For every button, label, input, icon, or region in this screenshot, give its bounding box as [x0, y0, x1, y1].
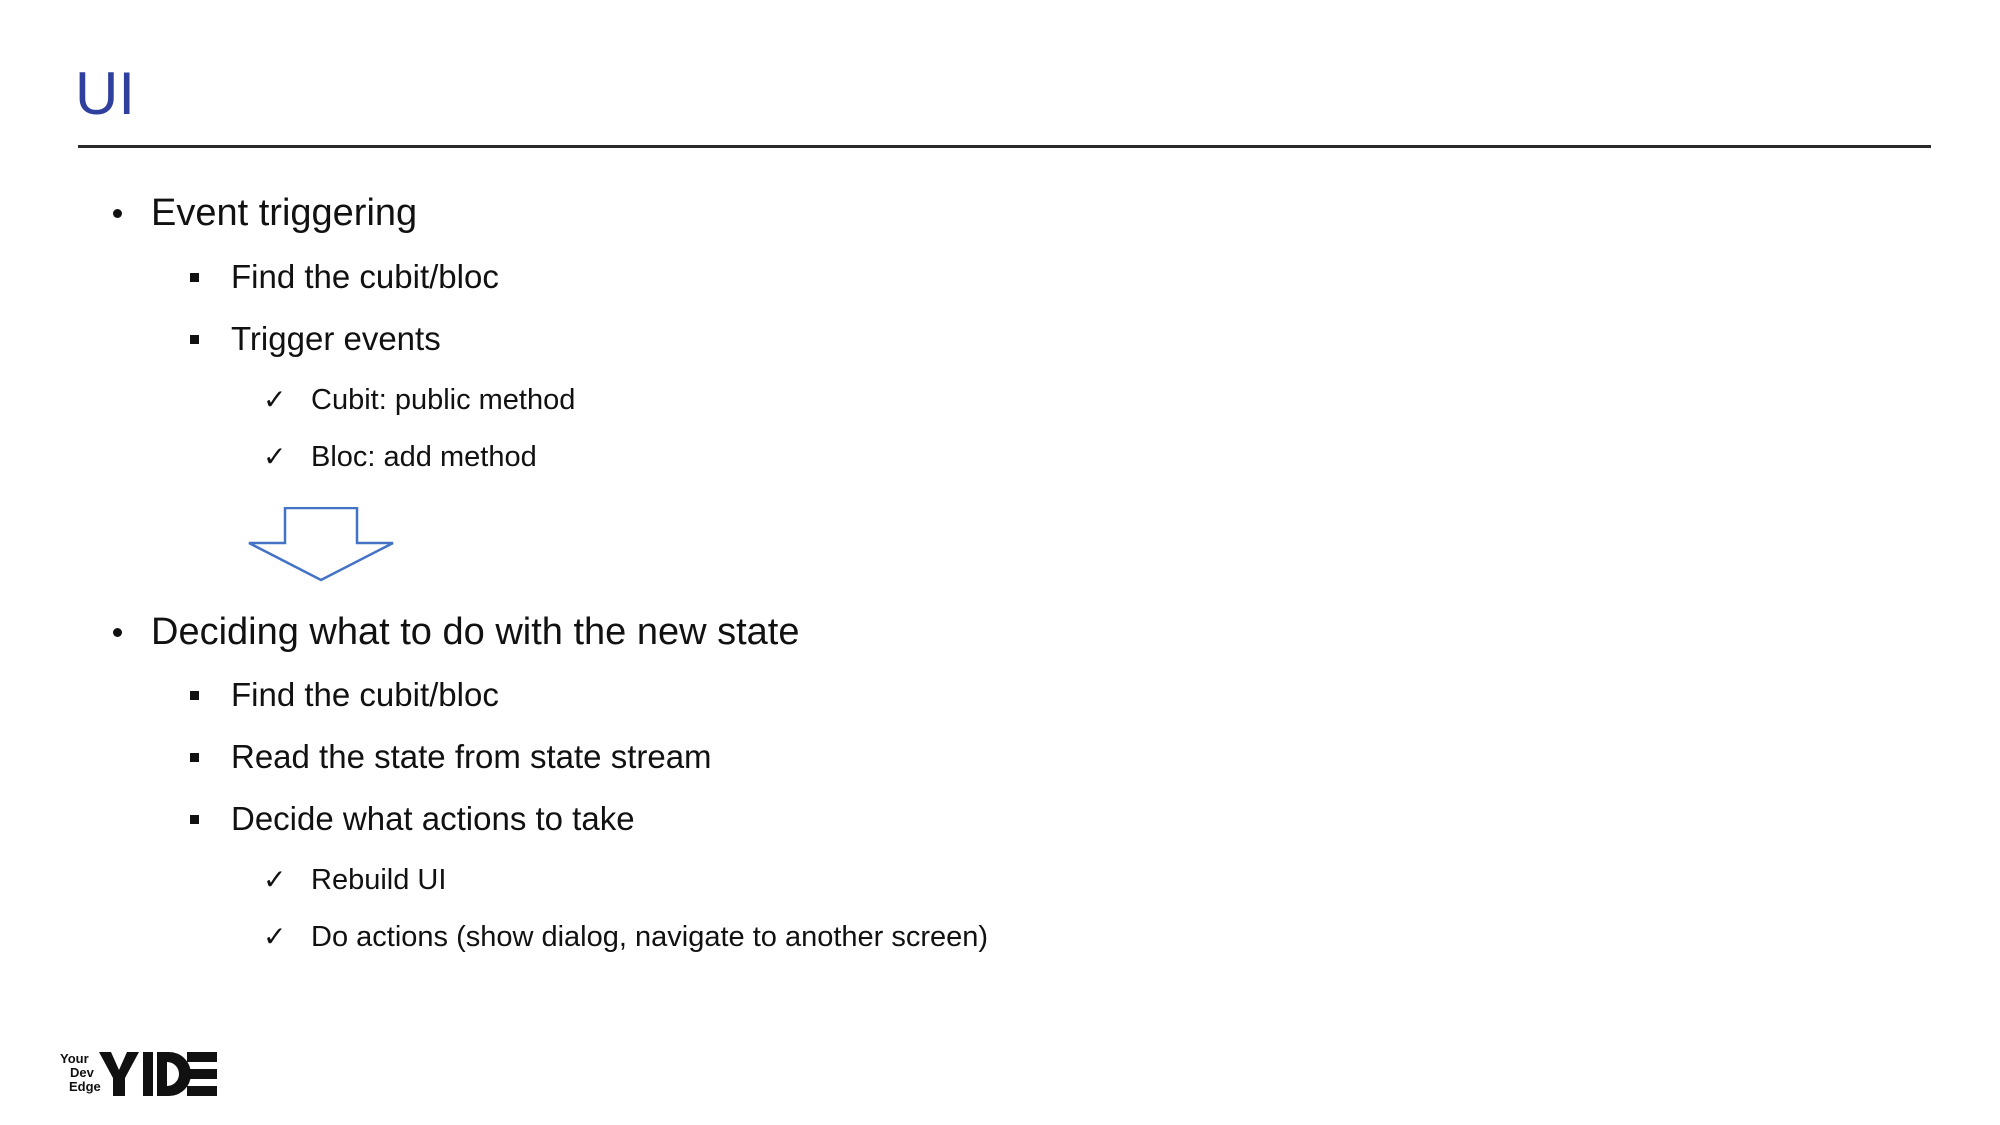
- bullet-text: Event triggering: [151, 192, 418, 234]
- bullet-text: Deciding what to do with the new state: [151, 611, 800, 653]
- slide-title: UI: [75, 60, 135, 127]
- bullet-dot-icon: [113, 628, 122, 637]
- check-item-text: Bloc: add method: [311, 441, 537, 473]
- your-dev-edge-logo: [60, 1050, 220, 1100]
- logo-text-line3: Edge: [69, 1079, 101, 1094]
- sub-bullet-text: Read the state from state stream: [231, 738, 712, 775]
- checkmark-icon: ✓: [263, 863, 287, 896]
- sub-bullet-text: Find the cubit/bloc: [231, 258, 499, 295]
- bullet-dot-icon: [113, 209, 122, 218]
- checkmark-icon: ✓: [263, 383, 287, 416]
- square-bullet-icon: [190, 273, 199, 282]
- check-item-text: Cubit: public method: [311, 384, 576, 416]
- logo-text-line1: Your: [60, 1051, 89, 1066]
- square-bullet-icon: [190, 753, 199, 762]
- title-divider: [78, 145, 1931, 148]
- square-bullet-icon: [190, 815, 199, 824]
- down-arrow-icon: [247, 507, 395, 582]
- checkmark-icon: ✓: [263, 440, 287, 473]
- sub-bullet-text: Trigger events: [231, 320, 441, 357]
- logo-text-line2: Dev: [70, 1065, 94, 1080]
- sub-bullet-text: Find the cubit/bloc: [231, 676, 499, 713]
- square-bullet-icon: [190, 335, 199, 344]
- square-bullet-icon: [190, 691, 199, 700]
- checkmark-icon: ✓: [263, 920, 287, 953]
- sub-bullet-text: Decide what actions to take: [231, 800, 635, 837]
- check-item-text: Do actions (show dialog, navigate to another screen): [311, 921, 989, 953]
- check-item-text: Rebuild UI: [311, 864, 447, 896]
- yde-logo-mark-icon: [99, 1050, 219, 1098]
